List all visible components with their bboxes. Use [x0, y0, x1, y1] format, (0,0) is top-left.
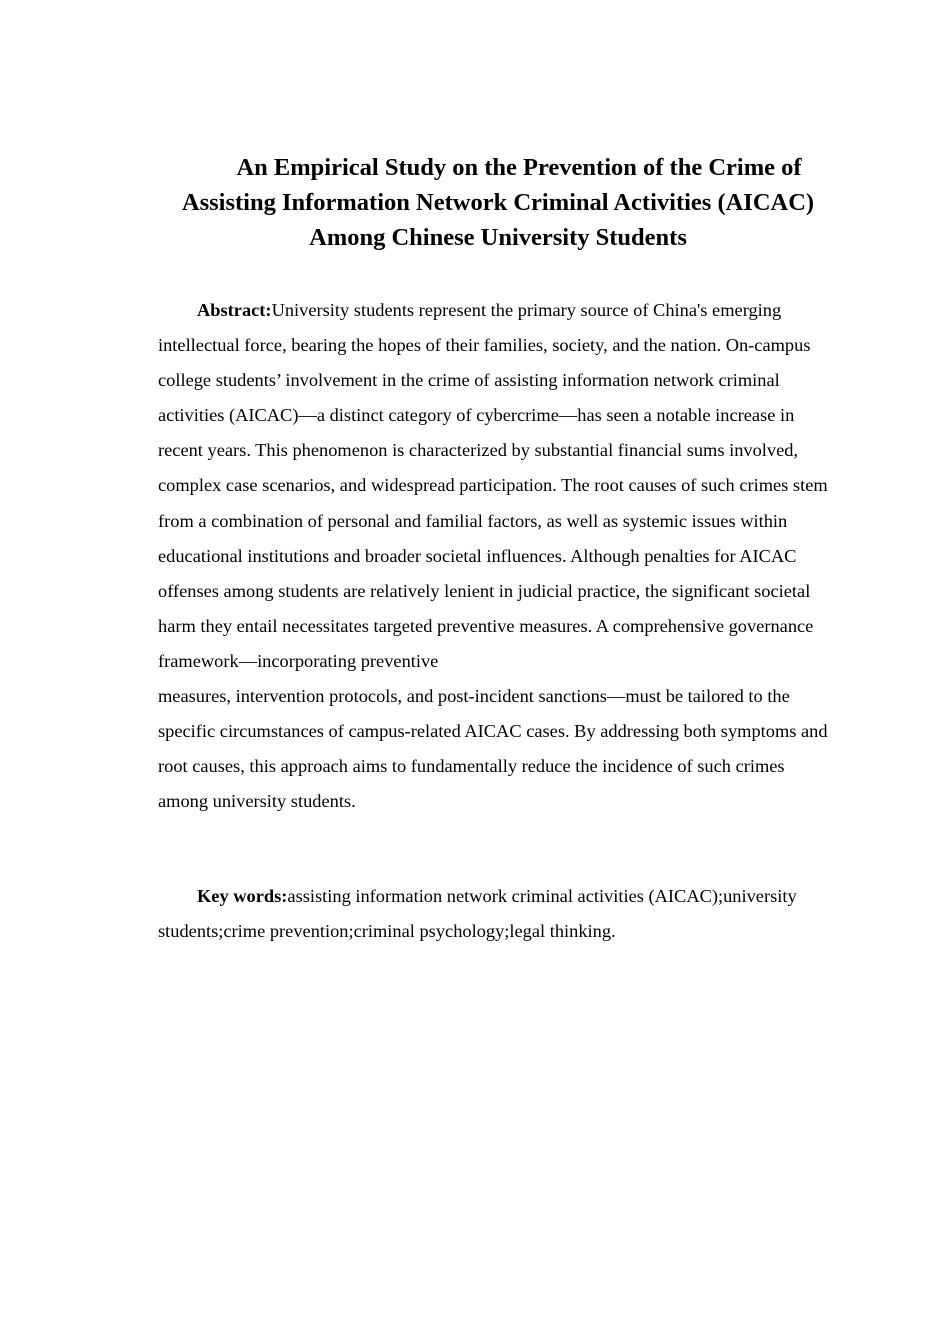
keywords-label: Key words:: [197, 886, 288, 906]
keywords-paragraph: [158, 879, 838, 949]
keywords-text: assisting information network criminal activities (AICAC);university students;crime prevention;criminal psychology;legal thinking.: [158, 886, 797, 941]
abstract-label: Abstract:: [197, 300, 272, 320]
title-line-1: An Empirical Study on the Prevention of the Crime of: [236, 154, 802, 181]
title-line-2: Assisting Information Network Criminal Activities (AICAC): [181, 189, 815, 216]
paper-title: [158, 150, 838, 255]
title-line-3: Among Chinese University Students: [309, 224, 687, 251]
abstract-paragraph: [158, 293, 838, 819]
abstract-text-part1: University students represent the primary source of China's emerging intellectual force, bearing the hopes of their families, society, and the nation. On-campus college students’ involvement in the crime of assisting information network criminal activities (AICAC)—a distinct category of cybercrime—has seen a notable increase in recent years. This phenomenon is characterized by substantial financial sums involved, complex case scenarios, and widespread participation. The root causes of such crimes stem from a combination of personal and familial factors, as well as systemic issues within educational institutions and broader societal influences. Although penalties for AICAC offenses among students are relatively lenient in judicial practice, the significant societal harm they entail necessitates targeted preventive measures. A comprehensive governance framework—incorporating preventive: [158, 300, 828, 671]
abstract-text-part2: measures, intervention protocols, and post-incident sanctions—must be tailored to the specific circumstances of campus-related AICAC cases. By addressing both symptoms and root causes, this approach aims to fundamentally reduce the incidence of such crimes among university students.: [158, 686, 828, 812]
